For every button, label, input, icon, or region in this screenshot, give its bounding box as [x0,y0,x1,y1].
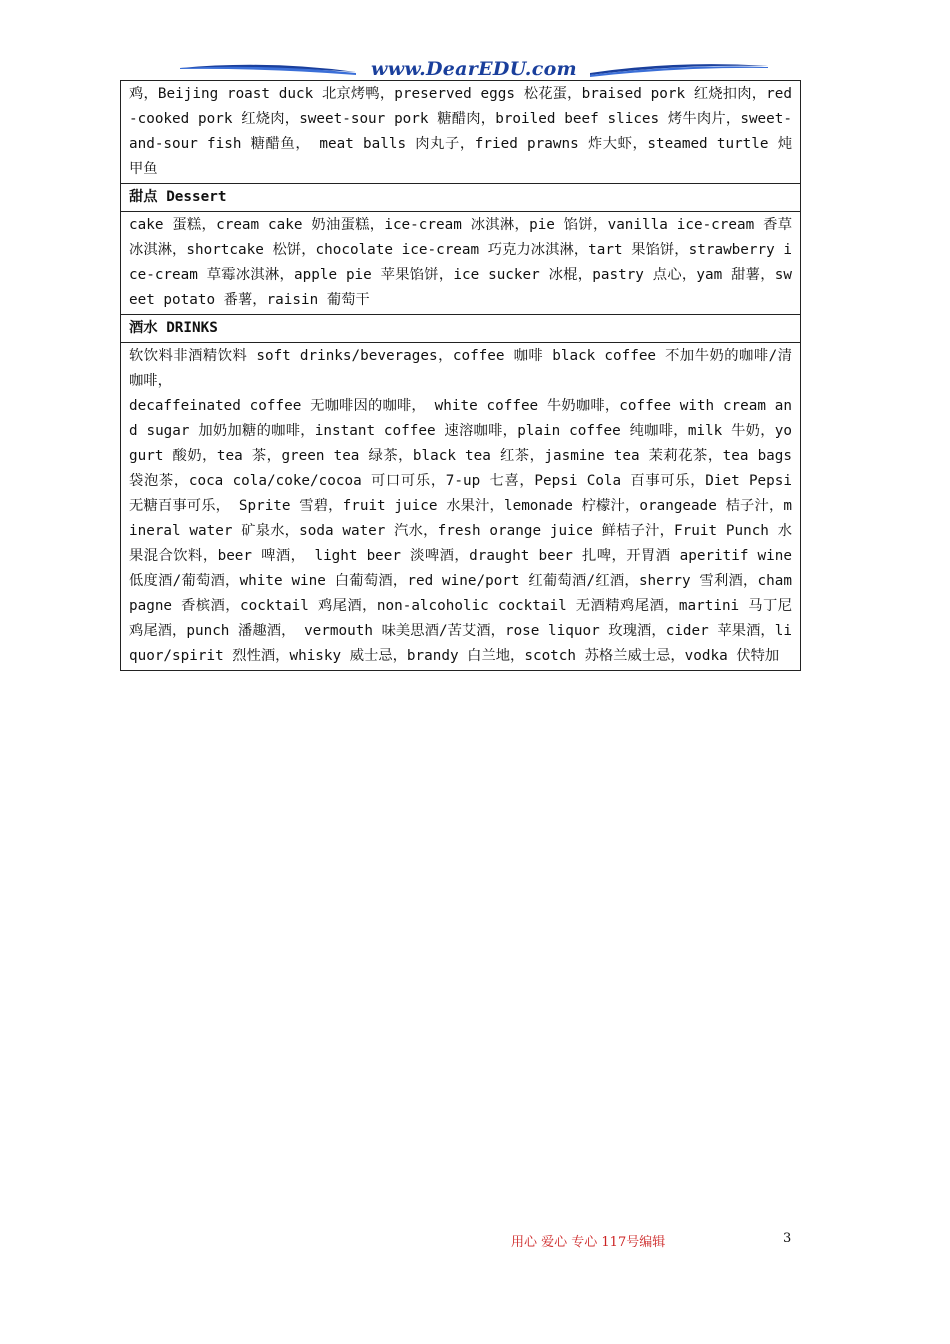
dessert-cell: cake 蛋糕，cream cake 奶油蛋糕，ice-cream 冰淇淋，pie 馅饼，vanilla ice-cream 香草冰淇淋，shortcake 松饼，chocolate ice-cream 巧克力冰淇淋，tart 果馅饼，strawberry ice-cream 草霉冰淇淋，apple pie 苹果馅饼，ice sucker 冰棍，pastry 点心，yam 甜薯，sweet potato 番薯，raisin 葡萄干 [121,211,800,314]
dessert-heading: 甜点 Dessert [121,183,800,211]
page-number: 3 [783,1231,792,1246]
drinks-paragraph-2: decaffeinated coffee 无咖啡因的咖啡， white coffee 牛奶咖啡，coffee with cream and sugar 加奶加糖的咖啡，instant coffee 速溶咖啡，plain coffee 纯咖啡，milk 牛奶，yogurt 酸奶，tea 茶，green tea 绿茶，black tea 红茶，jasmine tea 茉莉花茶，tea bags 袋泡茶，coca cola/coke/cocoa 可口可乐，7-up 七喜，Pepsi Cola 百事可乐，Diet Pepsi 无糖百事可乐， Sprite 雪碧，fruit juice 水果汁，lemonade 柠檬汁，orangeade 桔子汁，mineral water 矿泉水，soda water 汽水，fresh orange juice 鲜桔子汁，Fruit Punch 水果混合饮料，beer 啤酒， light beer 淡啤酒，draught beer 扎啤，开胃酒 aperitif wine 低度酒/葡萄酒，white wine 白葡萄酒，red wine/port 红葡萄酒/红酒，sherry 雪利酒，champagne 香槟酒，cocktail 鸡尾酒，non-alcoholic cocktail 无酒精鸡尾酒，martini 马丁尼鸡尾酒，punch 潘趣酒， vermouth 味美思酒/苦艾酒，rose liquor 玫瑰酒，cider 苹果酒，liquor/spirit 烈性酒，whisky 威士忌，brandy 白兰地，scotch 苏格兰威士忌，vodka 伏特加 [129,398,792,664]
dishes-cell: 鸡，Beijing roast duck 北京烤鸭，preserved eggs 松花蛋，braised pork 红烧扣肉，red-cooked pork 红烧肉，sweet-sour pork 糖醋肉，broiled beef slices 烤牛肉片，sweet-and-sour fish 糖醋鱼， meat balls 肉丸子，fried prawns 炸大虾，steamed turtle 炖甲鱼 [129,86,792,177]
drinks-paragraph-1: 软饮料非酒精饮料 soft drinks/beverages，coffee 咖啡 black coffee 不加牛奶的咖啡/清咖啡， [129,348,792,389]
footer-motto: 用心 爱心 专心 117号编辑 [511,1235,666,1250]
drinks-heading: 酒水 DRINKS [121,314,800,342]
site-url[interactable]: www.DearEDU.com [371,58,577,80]
drinks-cell [121,342,800,670]
vocabulary-table [120,80,801,671]
